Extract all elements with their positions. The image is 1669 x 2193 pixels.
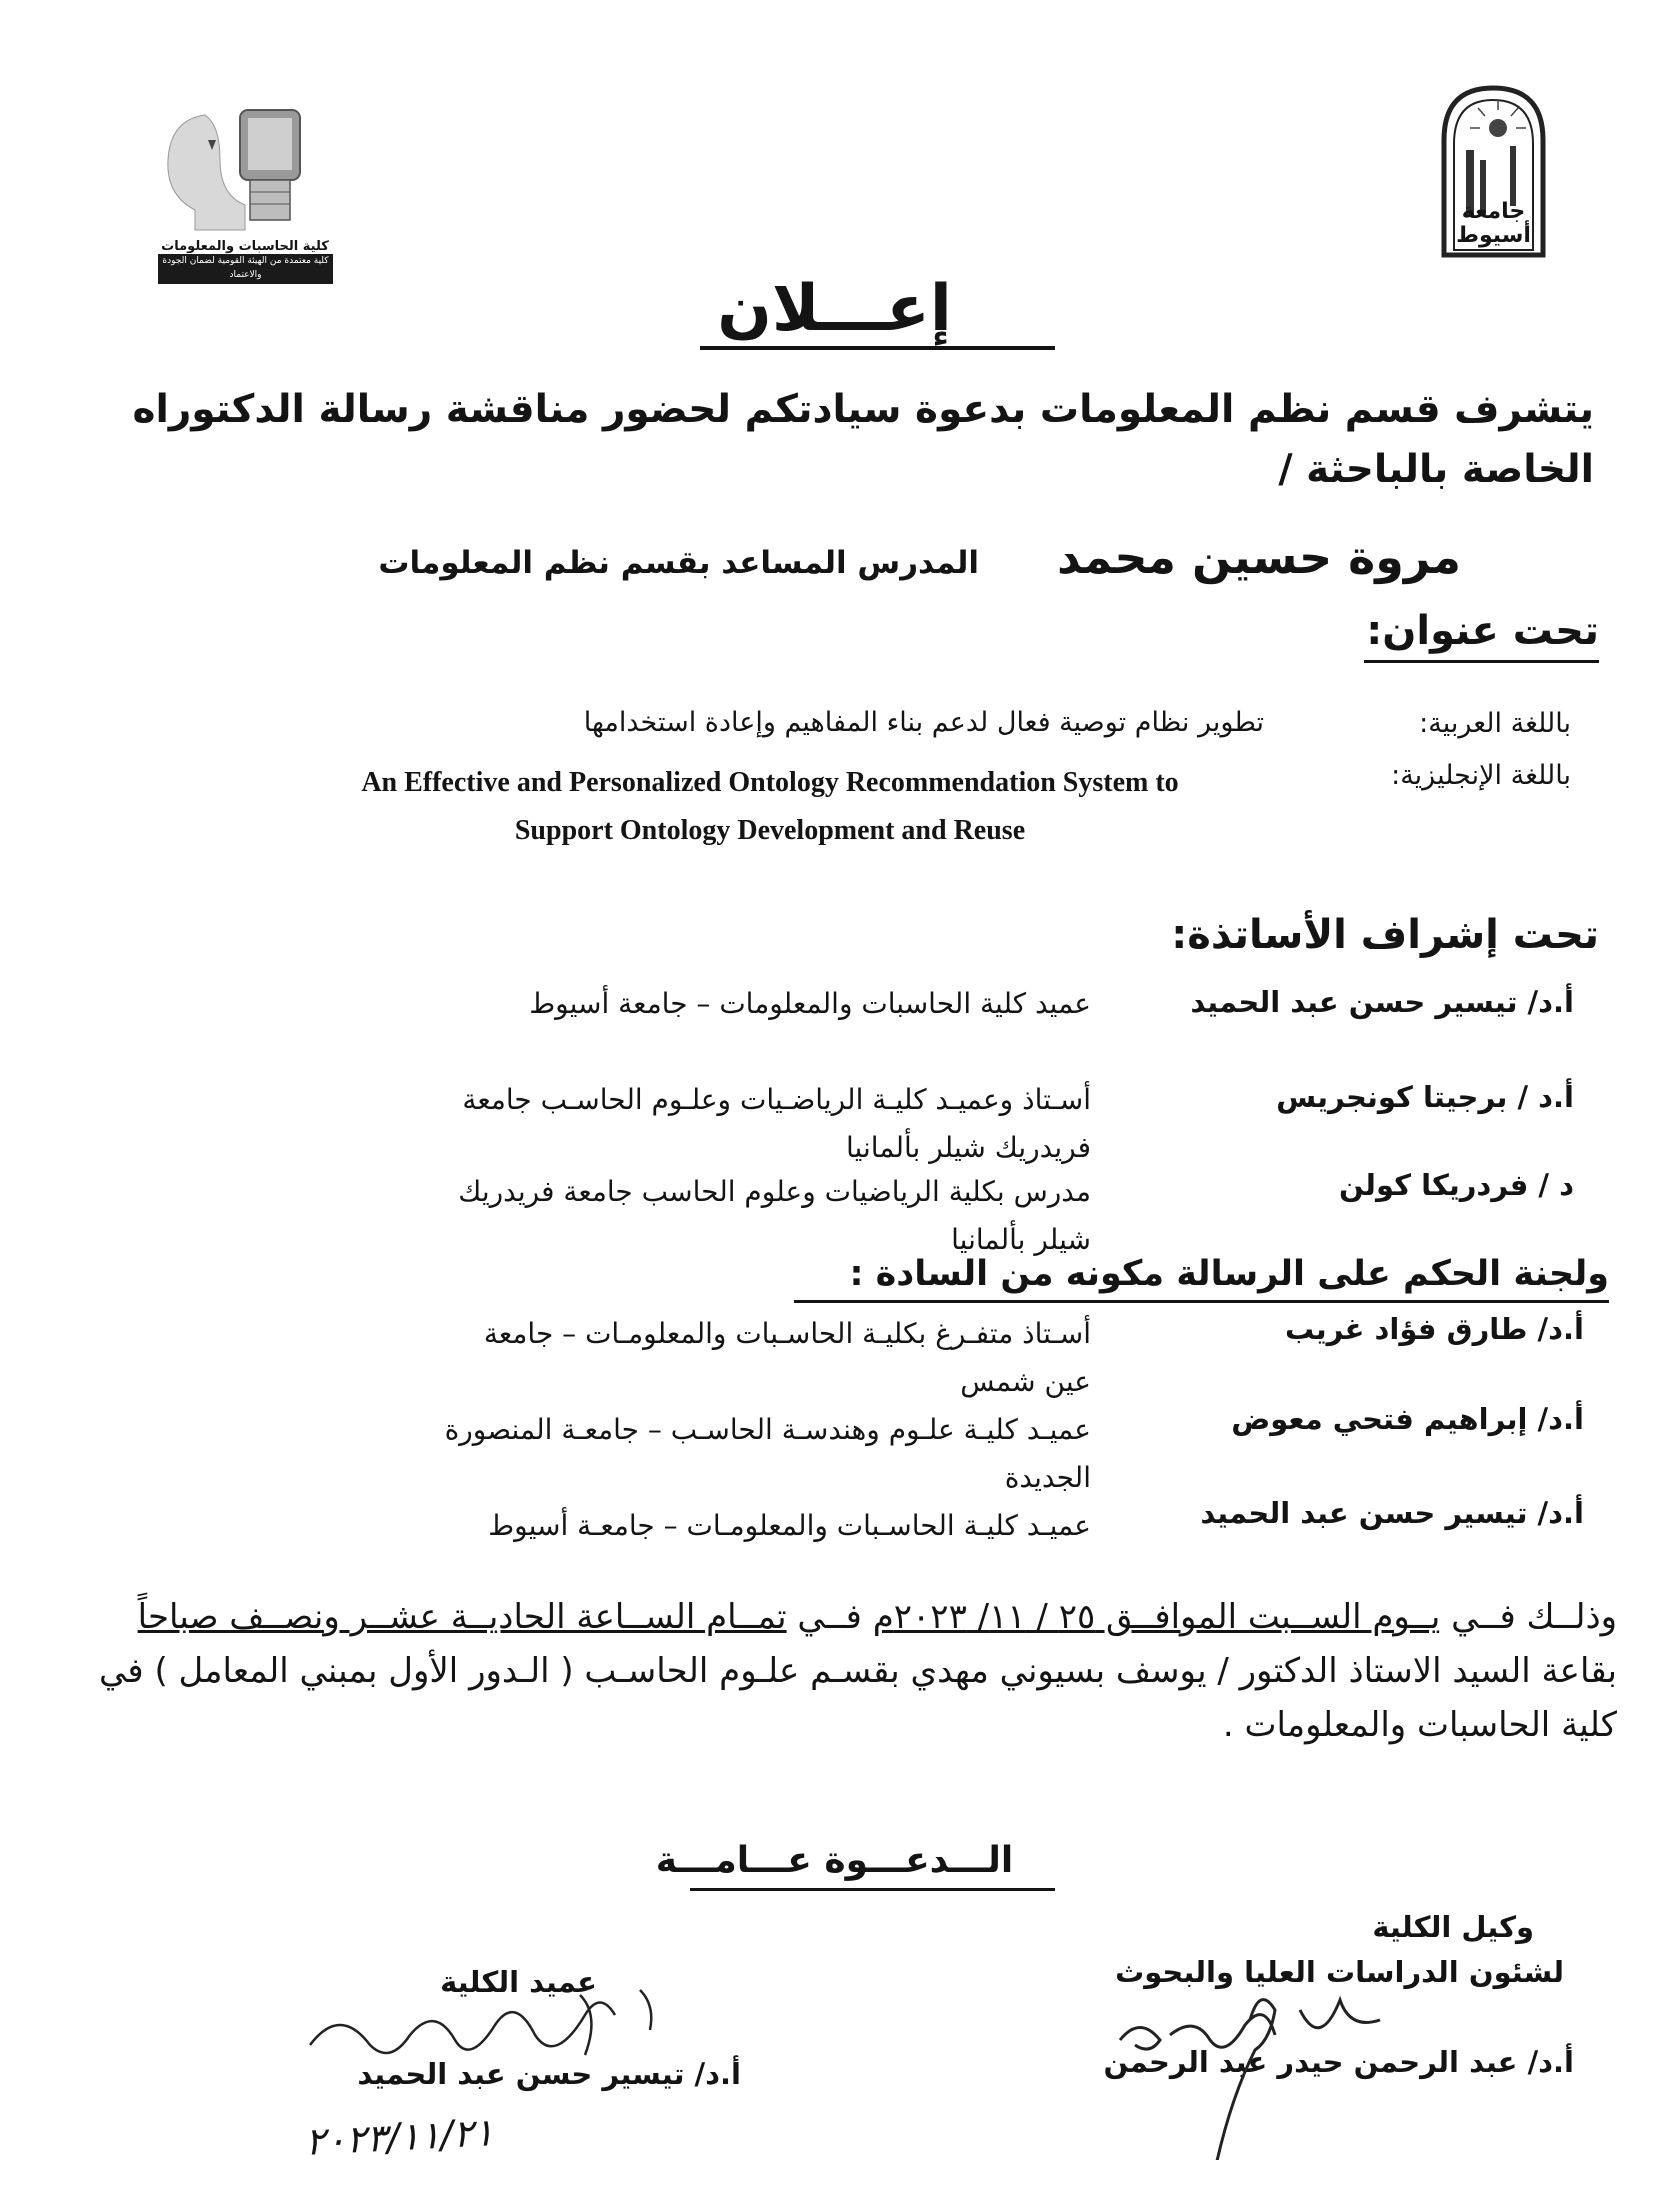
committee-2-name: أ.د/ إبراهيم فتحي معوض [1231,1402,1584,1436]
arabic-title-label: باللغة العربية: [1419,708,1571,739]
vice-dean-signature [1100,1980,1430,2160]
dean-title: عميد الكلية [440,1965,597,1999]
dean-name: أ.د/ تيسير حسن عبد الحميد [357,2057,741,2091]
schedule-day: يــوم الســبت الموافــق ٢٥ / ١١/ ٢٠٢٣م [872,1597,1441,1637]
supervisor-2-name: أ.د / برجيتا كونجريس [1276,1080,1574,1114]
vice-dean-title-line1: وكيل الكلية [1372,1910,1534,1944]
schedule-time: تمــام الســاعة الحاديــة عشــر ونصــف صباحاً [137,1597,787,1637]
supervisor-3-position: مدرس بكلية الرياضيات وعلوم الحاسب جامعة فريدريك شيلر بألمانيا [458,1175,1091,1256]
researcher-name: مروة حسين محمد [1056,530,1461,584]
committee-1-name: أ.د/ طارق فؤاد غريب [1285,1312,1584,1346]
public-invitation: الـــدعـــوة عـــامـــة [655,1840,1014,1881]
vice-dean-name: أ.د/ عبد الرحمن حيدر عبد الرحمن [1103,2045,1574,2079]
committee-1-position: أسـتاذ متفـرغ بكليـة الحاسـبات والمعلومـات – جامعة عين شمس [483,1317,1091,1398]
committee-3-position: عميـد كليـة الحاسـبات والمعلومـات – جامعـة أسيوط [488,1509,1091,1542]
committee-3-name: أ.د/ تيسير حسن عبد الحميد [1200,1496,1584,1530]
english-thesis-title-line2: Support Ontology Development and Reuse [514,815,1026,846]
supervisor-1-position: عميد كلية الحاسبات والمعلومات – جامعة أسيوط [529,987,1091,1020]
committee-heading: ولجنة الحكم على الرسالة مكونه من السادة : [849,1254,1609,1294]
schedule-connector: فــي [786,1597,873,1637]
researcher-position: المدرس المساعد بقسم نظم المعلومات [378,545,979,581]
title-underline [700,346,1055,350]
page-title: إعـــلان [717,272,952,346]
supervisor-1-name: أ.د/ تيسير حسن عبد الحميد [1190,985,1574,1019]
faculty-logo-name: كلية الحاسبات والمعلومات [161,239,329,254]
supervisor-2-position: أسـتاذ وعميـد كليـة الرياضـيات وعلـوم الحاسـب جامعة فريدريك شيلر بألمانيا [462,1083,1091,1164]
committee-heading-underline [794,1300,1609,1303]
supervisor-3-name: د / فردريكا كولن [1338,1168,1574,1202]
faculty-emblem-icon [150,100,340,235]
vice-dean-title-line2: لشئون الدراسات العليا والبحوث [1115,1955,1564,1989]
university-logo [1436,80,1551,260]
english-thesis-title-line1: An Effective and Personalized Ontology Recommendation System to [361,767,1179,798]
arabic-thesis-title: تطوير نظام توصية فعال لدعم بناء المفاهيم وإعادة استخدامها [583,707,1264,738]
thesis-heading: تحت عنوان: [1366,608,1599,654]
university-logo-text: جامعة أسيوط [1456,199,1531,248]
faculty-logo-accreditation: كلية معتمدة من الهيئة القومية لضمان الجودة والاعتماد [158,254,333,284]
dean-signature [300,1975,720,2095]
public-invitation-underline [690,1888,1055,1891]
supervisors-heading: تحت إشراف الأساتذة: [1171,912,1599,958]
english-title-label: باللغة الإنجليزية: [1391,760,1571,791]
invitation-text: يتشرف قسم نظم المعلومات بدعوة سيادتكم لحضور مناقشة رسالة الدكتوراه الخاصة بالباحثة / [132,387,1594,492]
dean-date: ٢٠٢٣/١١/٢١ [303,2110,495,2164]
schedule-paragraph [57,1590,1617,1752]
thesis-heading-underline [1364,660,1599,663]
committee-2-position: عميـد كليـة علـوم وهندسـة الحاسـب – جامعـة المنصورة الجديدة [444,1413,1091,1494]
schedule-location: بقاعة السيد الاستاذ الدكتور / يوسف بسيوني مهدي بقسـم علـوم الحاسـب ( الـدور الأول بمبني المعامل ) في كلية الحاسبات والمعلومات . [99,1651,1617,1745]
schedule-intro: وذلــك فــي [1440,1597,1617,1637]
